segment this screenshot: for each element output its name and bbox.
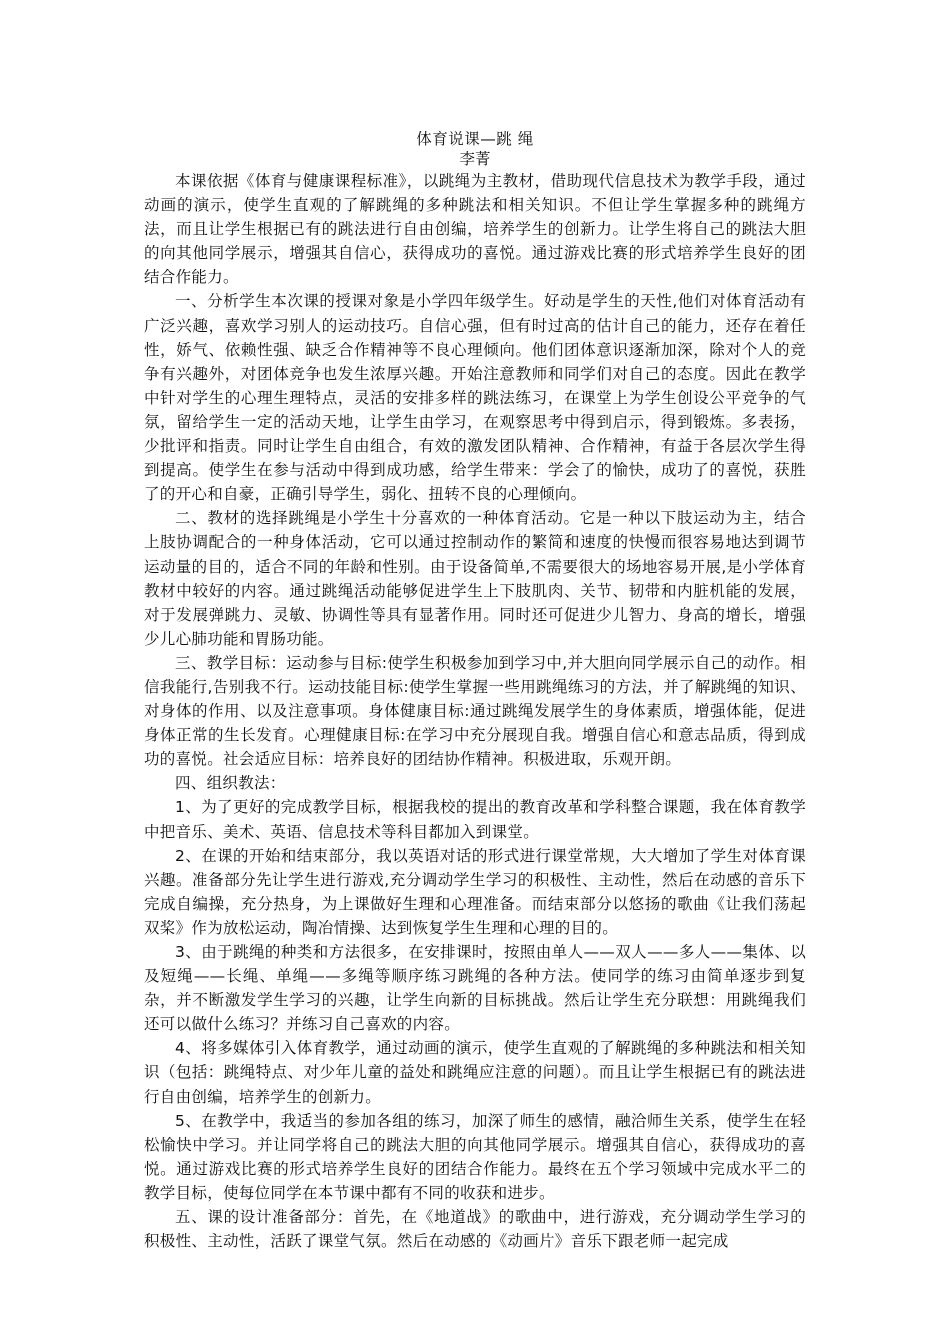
paragraph-teaching-goals: 三、教学目标：运动参与目标:使学生积极参加到学习中,并大胆向同学展示自己的动作。相信我能行,告别我不行。运动技能目标:使学生掌握一些用跳绳练习的方法，并了解跳绳的知识、对身体的作用、以及注意事项。身体健康目标:通过跳绳发展学生的身体素质，增强体能，促进身体正常的生长发育。心理健康目标:在学习中充分展现自我。增强自信心和意志品质，得到成功的喜悦。社会适应目标：培养良好的团结协作精神。积极进取，乐观开朗。 [144, 653, 806, 769]
paragraph-intro: 本课依据《体育与健康课程标准》，以跳绳为主教材，借助现代信息技术为教学手段，通过动画的演示，使学生直观的了解跳绳的多种跳法和相关知识。不但让学生掌握多种的跳绳方法，而且让学生根据已有的跳法进行自由创编，培养学生的创新力。让学生将自己的跳法大胆的向其他同学展示，增强其自信心，获得成功的喜悦。通过游戏比赛的形式培养学生良好的团结合作能力。 [144, 172, 806, 287]
paragraph-method-5: 5、在教学中，我适当的参加各组的练习，加深了师生的感情，融洽师生关系，使学生在轻松愉快中学习。并让同学将自己的跳法大胆的向其他同学展示。增强其自信心，获得成功的喜悦。通过游戏比赛的形式培养学生良好的团结合作能力。最终在五个学习领域中完成水平二的教学目标，使每位同学在本节课中都有不同的收获和进步。 [144, 1111, 806, 1202]
paragraph-material-choice: 二、教材的选择跳绳是小学生十分喜欢的一种体育活动。它是一种以下肢运动为主，结合上肢协调配合的一种身体活动，它可以通过控制动作的繁简和速度的快慢而很容易地达到调节运动量的目的，适合不同的年龄和性别。由于设备简单,不需要很大的场地容易开展,是小学体育教材中较好的内容。通过跳绳活动能够促进学生上下肢肌肉、关节、韧带和内脏机能的发展，对于发展弹跳力、灵敏、协调性等具有显著作用。同时还可促进少儿智力、身高的增长，增强少儿心肺功能和胃肠功能。 [144, 509, 806, 648]
paragraph-method-1: 1、为了更好的完成教学目标，根据我校的提出的教育改革和学科整合课题，我在体育教学中把音乐、美术、英语、信息技术等科目都加入到课堂。 [144, 798, 806, 841]
paragraph-method-3: 3、由于跳绳的种类和方法很多，在安排课时，按照由单人——双人——多人——集体、以及短绳——长绳、单绳——多绳等顺序练习跳绳的各种方法。使同学的练习由简单逐步到复杂，并不断激发学生学习的兴趣，让学生向新的目标挑战。然后让学生充分联想：用跳绳我们还可以做什么练习？并练习自己喜欢的内容。 [144, 943, 806, 1034]
paragraph-method-4: 4、将多媒体引入体育教学，通过动画的演示，使学生直观的了解跳绳的多种跳法和相关知识（包括：跳绳特点、对少年儿童的益处和跳绳应注意的问题）。而且让学生根据已有的跳法进行自由创编，培养学生的创新力。 [144, 1039, 806, 1106]
document-title: 体育说课—跳 绳 [416, 130, 534, 148]
paragraph-lesson-design: 五、课的设计准备部分：首先，在《地道战》的歌曲中，进行游戏，充分调动学生学习的积极性、主动性，活跃了课堂气氛。然后在动感的《动画片》音乐下跟老师一起完成 [144, 1208, 806, 1251]
document-author: 李菁 [459, 150, 491, 168]
paragraph-student-analysis: 一、分析学生本次课的授课对象是小学四年级学生。好动是学生的天性,他们对体育活动有广泛兴趣，喜欢学习别人的运动技巧。自信心强，但有时过高的估计自己的能力，还存在着任性，娇气、依赖性强、缺乏合作精神等不良心理倾向。他们团体意识逐渐加深，除对个人的竞争有兴趣外，对团体竞争也发生浓厚兴趣。开始注意教师和同学们对自己的态度。因此在教学中针对学生的心理生理特点，灵活的安排多样的跳法练习，在课堂上为学生创设公平竞争的气氛，留给学生一定的活动天地，让学生由学习，在观察思考中得到启示，得到锻炼。多表扬，少批评和指责。同时让学生自由组合，有效的激发团队精神、合作精神，有益于各层次学生得到提高。使学生在参与活动中得到成功感，给学生带来：学会了的愉快，成功了的喜悦，获胜了的开心和自豪，正确引导学生，弱化、扭转不良的心理倾向。 [144, 292, 806, 504]
paragraph-method-2: 2、在课的开始和结束部分，我以英语对话的形式进行课堂常规，大大增加了学生对体育课兴趣。准备部分先让学生进行游戏,充分调动学生学习的积极性、主动性，然后在动感的音乐下完成自编操，充分热身，为上课做好生理和心理准备。而结束部分以悠扬的歌曲《让我们荡起双桨》作为放松运动，陶冶情操、达到恢复学生生理和心理的目的。 [144, 846, 806, 937]
document-body [144, 130, 806, 1253]
paragraph-teaching-methods-heading: 四、组织教法： [175, 774, 286, 793]
